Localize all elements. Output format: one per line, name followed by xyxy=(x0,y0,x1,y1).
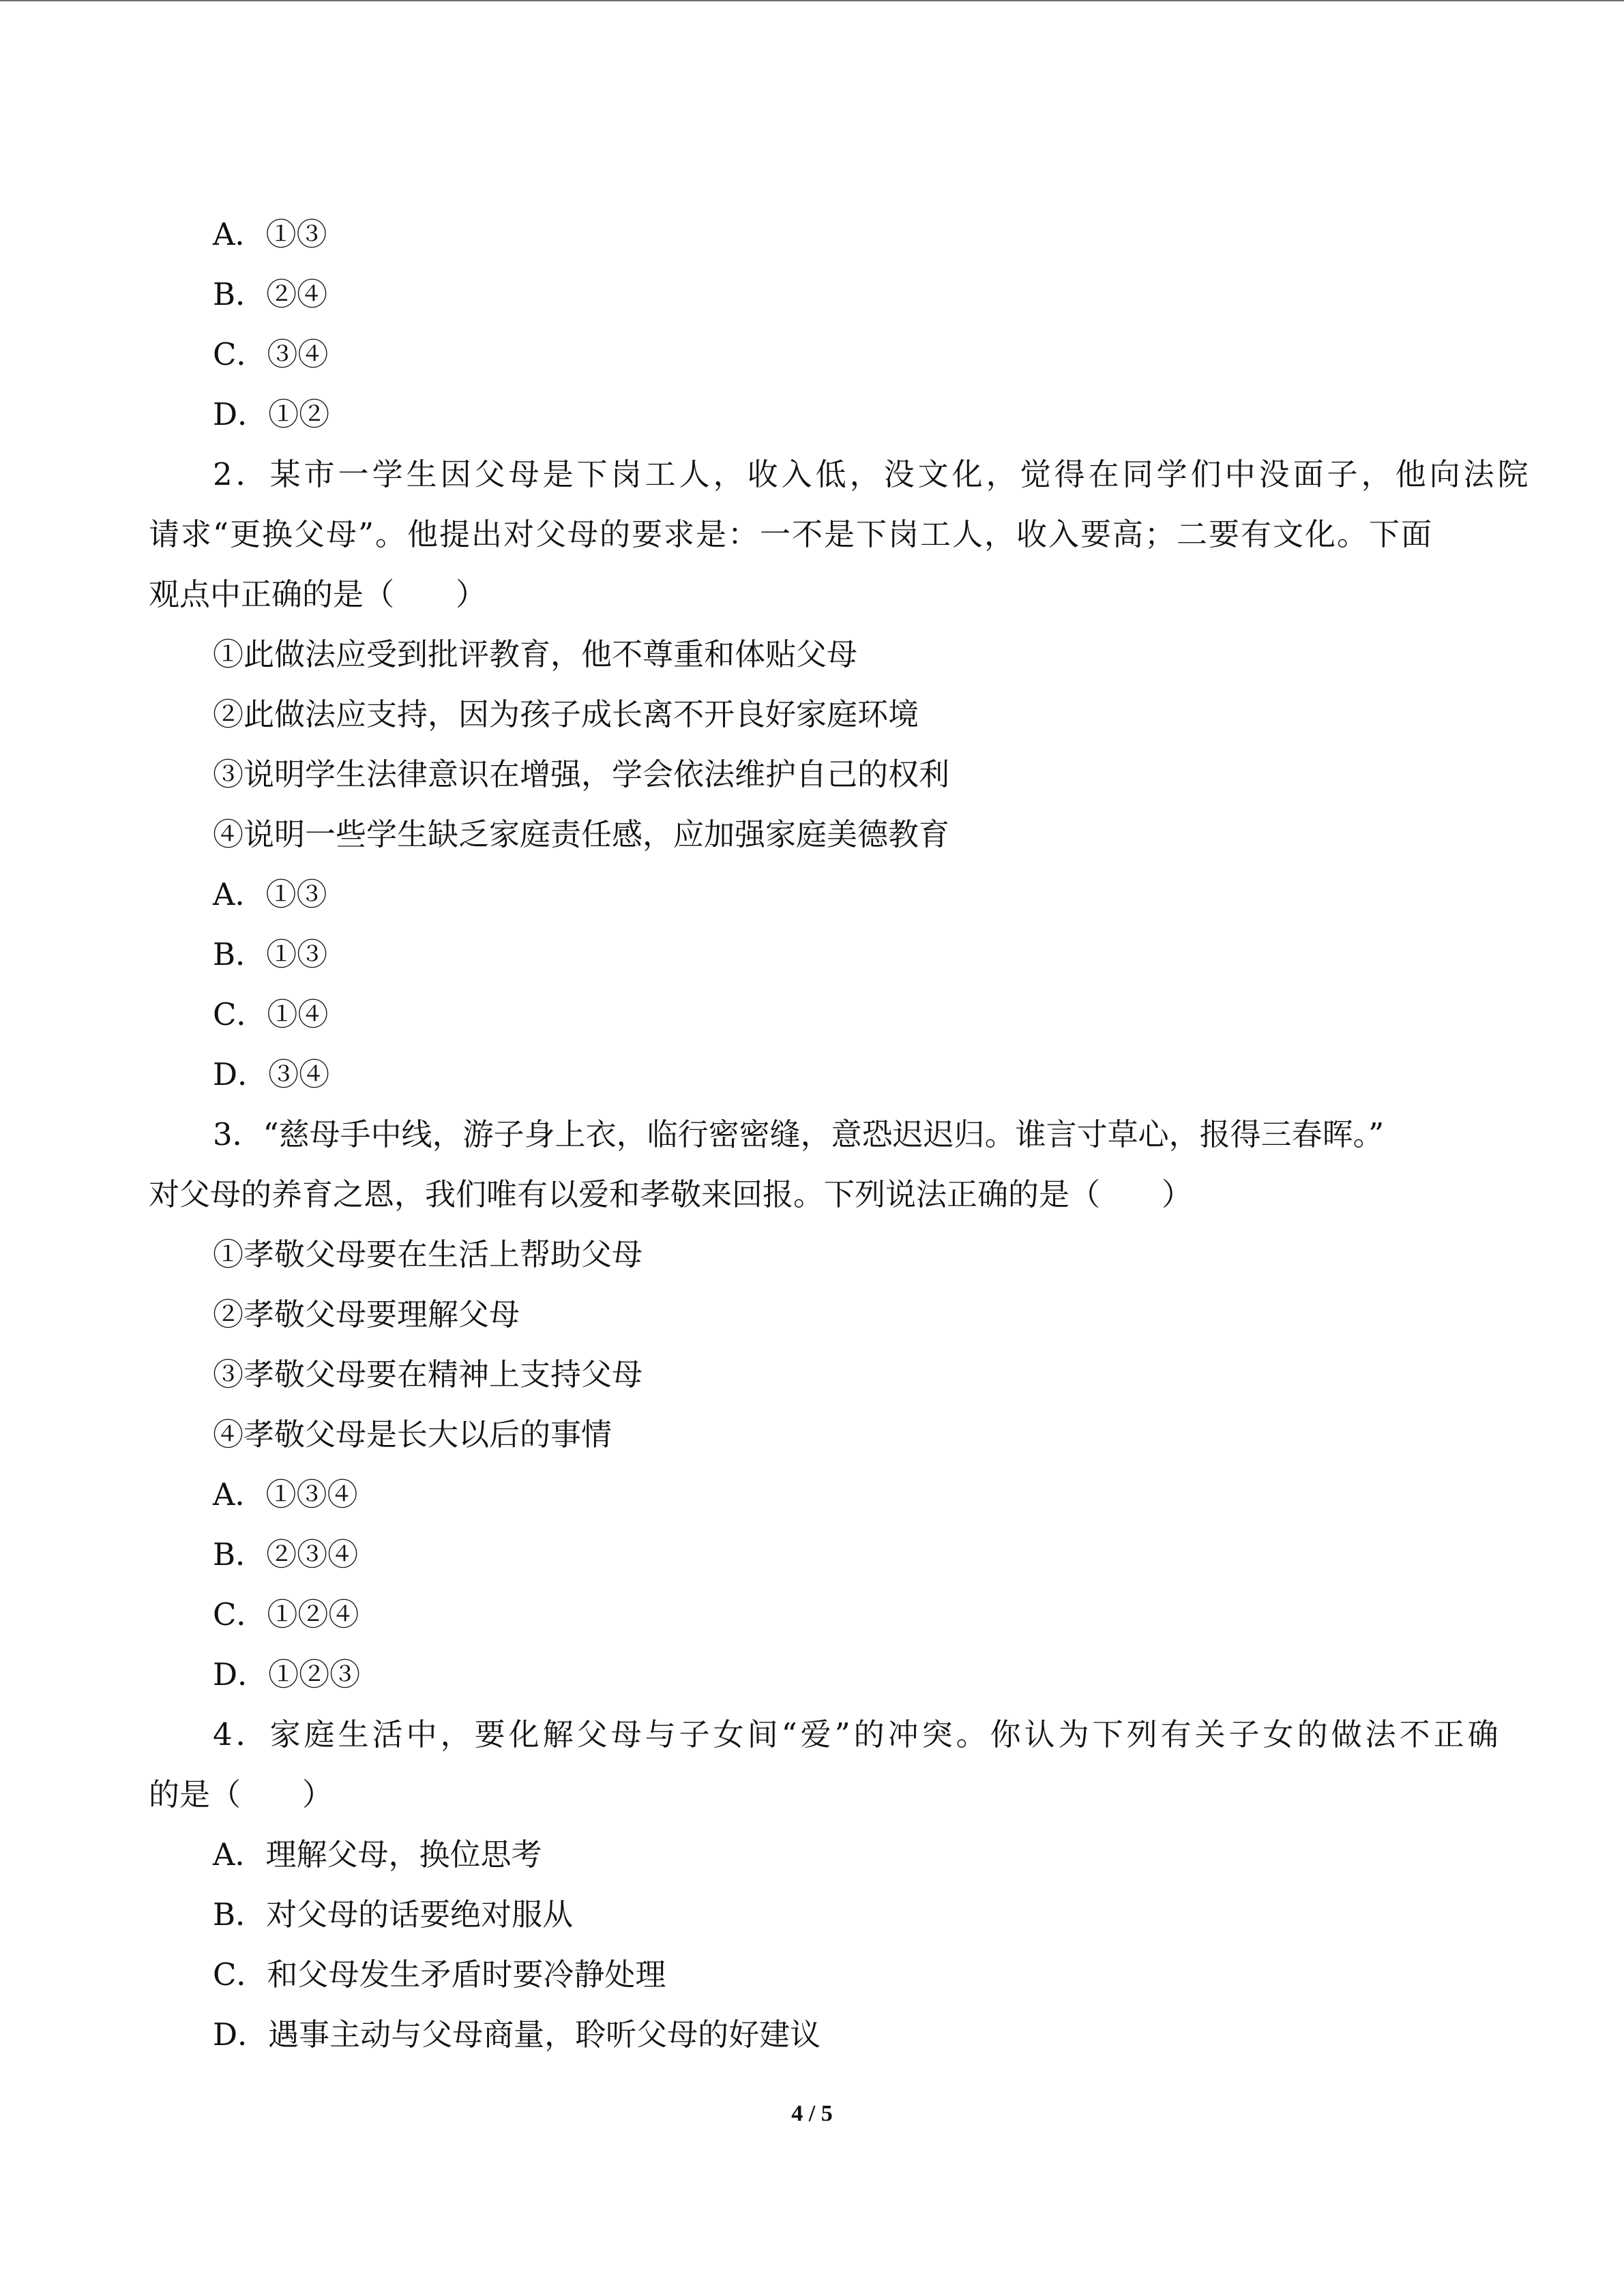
q4-stem-line-1: 4．家庭生活中，要化解父母与子女间“爱”的冲突。你认为下列有关子女的做法不正确 xyxy=(213,1716,1502,1753)
q2-statement-3: ③说明学生法律意识在增强，学会依法维护自己的权利 xyxy=(213,756,950,792)
q3-statement-3: ③孝敬父母要在精神上支持父母 xyxy=(213,1356,643,1392)
q4-stem-line-2: 的是（ ） xyxy=(149,1776,334,1813)
question-2 xyxy=(149,445,1532,1105)
q4-option-c: C．和父母发生矛盾时要冷静处理 xyxy=(213,1956,666,1993)
question-3 xyxy=(149,1105,1479,1705)
q4-option-d: D．遇事主动与父母商量，聆听父母的好建议 xyxy=(213,2016,821,2053)
q3-option-c: C．①②④ xyxy=(213,1596,359,1632)
q3-stem-line-2: 对父母的养育之恩，我们唯有以爱和孝敬来回报。下列说法正确的是（ ） xyxy=(149,1176,1193,1212)
q3-statement-4: ④孝敬父母是长大以后的事情 xyxy=(213,1416,612,1452)
q1-option-c: C．③④ xyxy=(213,336,329,372)
q1-option-d: D．①② xyxy=(213,396,330,432)
question-1-options xyxy=(149,205,1479,445)
q2-statement-4: ④说明一些学生缺乏家庭责任感，应加强家庭美德教育 xyxy=(213,816,950,852)
q2-option-d: D．③④ xyxy=(213,1056,330,1092)
q2-option-c: C．①④ xyxy=(213,996,329,1032)
q3-option-b: B．②③④ xyxy=(213,1536,359,1572)
q4-option-a: A．理解父母，换位思考 xyxy=(213,1836,542,1873)
q3-statement-2: ②孝敬父母要理解父母 xyxy=(213,1296,520,1332)
q2-statement-1: ①此做法应受到批评教育，他不尊重和体贴父母 xyxy=(213,636,858,672)
q4-option-b: B．对父母的话要绝对服从 xyxy=(213,1896,574,1933)
question-4 xyxy=(149,1705,1502,2065)
q2-statement-2: ②此做法应支持，因为孩子成长离不开良好家庭环境 xyxy=(213,696,919,732)
q2-stem-line-2: 请求“更换父母”。他提出对父母的要求是：一不是下岗工人，收入要高；二要有文化。下面 xyxy=(149,516,1434,552)
q2-stem-line-1: 2．某市一学生因父母是下岗工人，收入低，没文化，觉得在同学们中没面子，他向法院 xyxy=(213,456,1532,492)
q2-option-a: A．①③ xyxy=(213,876,327,912)
q3-option-d: D．①②③ xyxy=(213,1656,361,1693)
exam-page-content xyxy=(149,205,1532,2065)
page-number: 4 / 5 xyxy=(791,2101,833,2126)
q3-statement-1: ①孝敬父母要在生活上帮助父母 xyxy=(213,1236,643,1272)
q1-option-a: A．①③ xyxy=(213,216,327,252)
q2-option-b: B．①③ xyxy=(213,936,328,972)
q2-stem-line-3: 观点中正确的是（ ） xyxy=(149,576,487,612)
q1-option-b: B．②④ xyxy=(213,276,328,312)
q3-option-a: A．①③④ xyxy=(213,1476,358,1512)
q3-stem-line-1: 3．“慈母手中线，游子身上衣，临行密密缝，意恐迟迟归。谁言寸草心，报得三春晖。” xyxy=(213,1116,1385,1152)
top-border-line xyxy=(0,0,1624,1)
